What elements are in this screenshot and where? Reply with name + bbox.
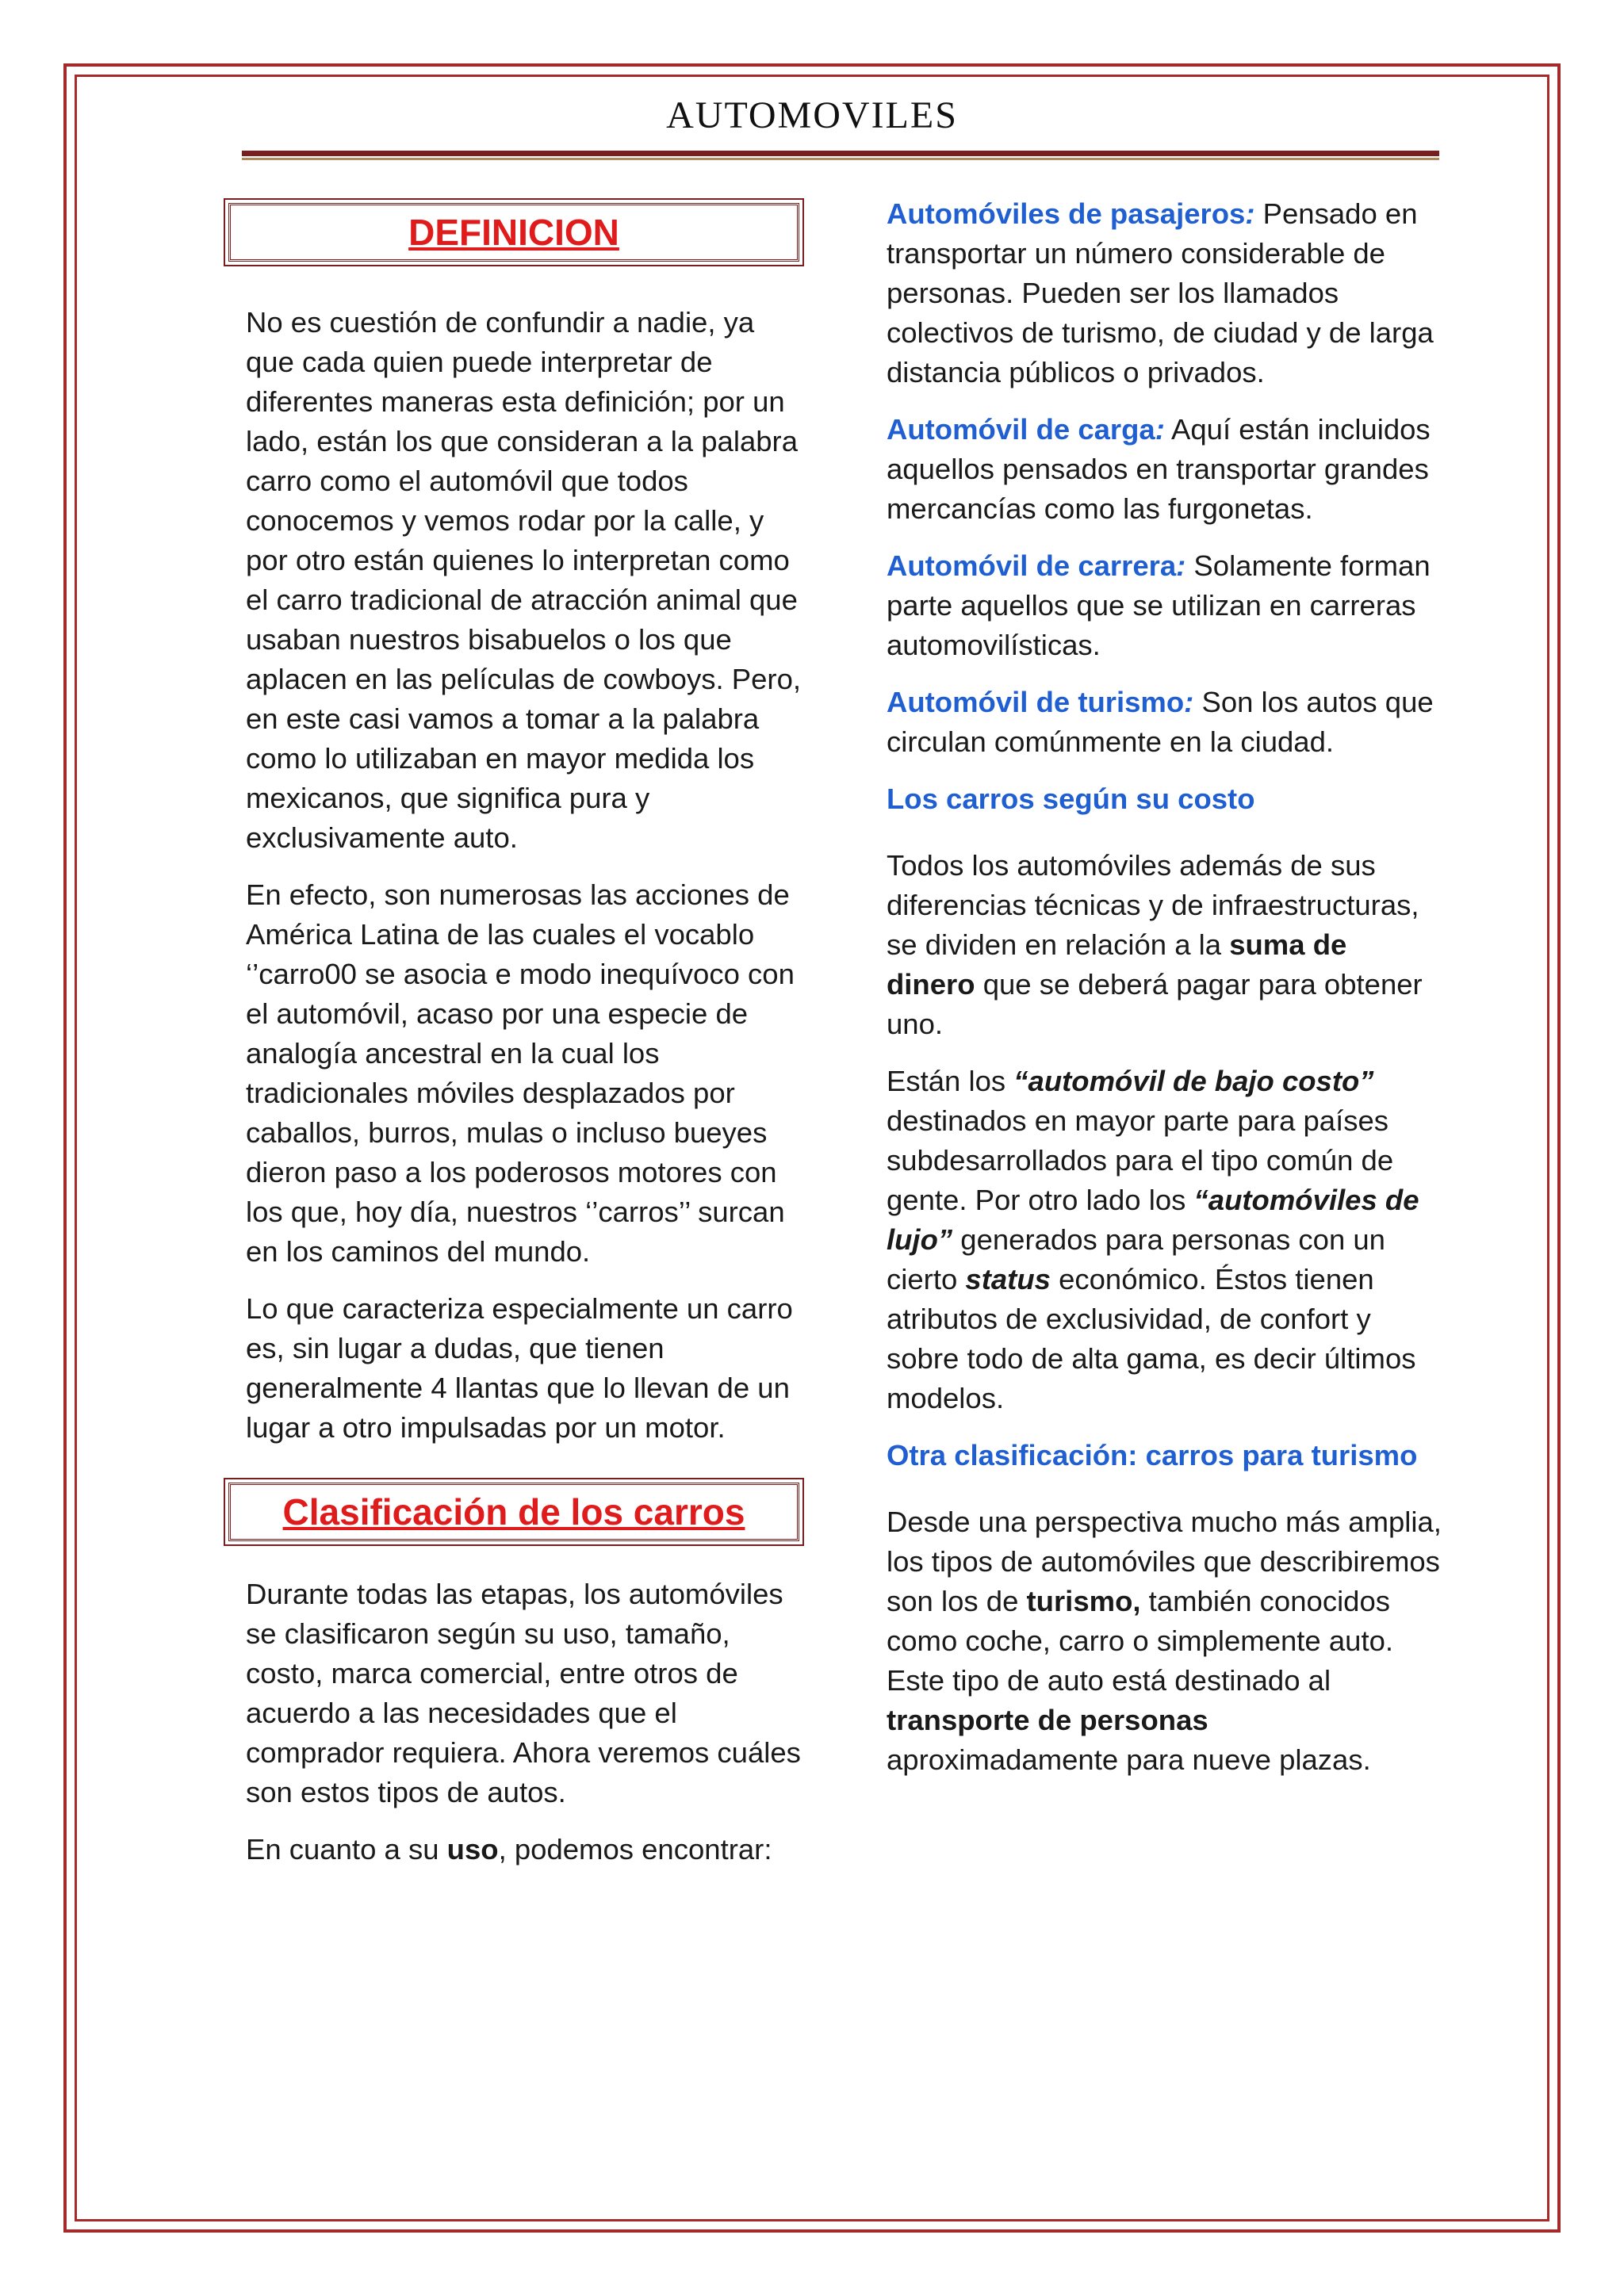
pasajeros-paragraph xyxy=(887,194,1442,392)
label-colon: : xyxy=(1176,549,1186,582)
page-title: AUTOMOVILES xyxy=(666,94,958,136)
bold-text: suma de dinero xyxy=(887,928,1347,1001)
text-run: económico. Éstos tienen atributos de exclusividad, de confort y sobre todo de alta gama, es decir últimos modelos. xyxy=(887,1263,1416,1414)
turismo-paragraph xyxy=(887,683,1442,762)
text-run: destinados en mayor parte para países subdesarrollados para el tipo común de gente. Por otro lado los xyxy=(887,1104,1394,1216)
turismo-label: Automóvil de turismo xyxy=(887,686,1185,718)
bold-text: uso xyxy=(446,1833,499,1866)
costo-paragraph-1 xyxy=(887,846,1442,1044)
text-run: Desde una perspectiva mucho más amplia, los tipos de automóviles que describiremos son los de xyxy=(887,1506,1442,1617)
text-run: , podemos encontrar: xyxy=(498,1833,772,1866)
carrera-text: Solamente forman parte aquellos que se utilizan en carreras automovilísticas. xyxy=(887,549,1431,661)
pasajeros-text: Pensado en transportar un número considerable de personas. Pueden ser los llamados colectivos de turismo, de ciudad y de larga distancia públicos o privados. xyxy=(887,197,1434,388)
bold-text: turismo, xyxy=(1026,1585,1141,1617)
left-column xyxy=(246,198,801,1869)
carrera-paragraph xyxy=(887,546,1442,665)
definicion-heading: DEFINICION xyxy=(228,203,799,262)
title-rule xyxy=(242,151,1439,156)
bold-italic-text: “automóvil de bajo costo” xyxy=(1013,1065,1374,1097)
definicion-paragraph-3: Lo que caracteriza especialmente un carro es, sin lugar a dudas, que tienen generalmente 4 llantas que lo llevan de un lugar a otro impulsadas por un motor. xyxy=(246,1292,793,1444)
text-run: Todos los automóviles además de sus diferencias técnicas y de infraestructuras, se dividen en relación a la xyxy=(887,849,1419,961)
bold-text: transporte de personas xyxy=(887,1704,1208,1736)
otra-clasificacion-heading: Otra clasificación: carros para turismo xyxy=(887,1439,1418,1471)
clasificacion-paragraph-2 xyxy=(246,1830,801,1869)
label-colon: : xyxy=(1184,686,1194,718)
text-run: Están los xyxy=(887,1065,1014,1097)
definicion-paragraph-1: No es cuestión de confundir a nadie, ya que cada quien puede interpretar de diferentes maneras esta definición; por un lado, están los que consideran a la palabra carro como el automóvil que todos conocemos y vemos rodar por la calle, y por otro están quienes lo interpretan como el carro tradicional de atracción animal que usaban nuestros bisabuelos o los que aplacen en las películas de cowboys. Pero, en este casi vamos a tomar a la palabra como lo utilizaban en mayor medida los mexicanos, que significa pura y exclusivamente auto. xyxy=(246,306,802,854)
text-run: que se deberá pagar para obtener uno. xyxy=(887,968,1423,1040)
clasificacion-heading: Clasificación de los carros xyxy=(228,1483,799,1541)
clasificacion-paragraph-1: Durante todas las etapas, los automóviles se clasificaron según su uso, tamaño, costo, marca comercial, entre otros de acuerdo a las necesidades que el comprador requiera. Ahora veremos cuáles son estos tipos de autos. xyxy=(246,1578,801,1808)
carga-label: Automóvil de carga xyxy=(887,413,1155,446)
turismo-text: Son los autos que circulan comúnmente en la ciudad. xyxy=(887,686,1434,758)
otra-clasificacion-paragraph xyxy=(887,1502,1442,1780)
text-run: generados para personas con un cierto xyxy=(887,1223,1385,1295)
carga-text: Aquí están incluidos aquellos pensados en transportar grandes mercancías como las furgonetas. xyxy=(887,413,1431,525)
pasajeros-label: Automóviles de pasajeros xyxy=(887,197,1246,230)
carrera-label: Automóvil de carrera xyxy=(887,549,1177,582)
costo-heading: Los carros según su costo xyxy=(887,783,1255,815)
carga-paragraph xyxy=(887,410,1442,529)
right-column xyxy=(887,194,1442,1780)
costo-paragraph-2 xyxy=(887,1062,1442,1418)
definicion-paragraph-2: En efecto, son numerosas las acciones de América Latina de las cuales el vocablo ‘’carro00 se asocia e modo inequívoco con el automóvil, acaso por una especie de analogía ancestral en la cual los tradicionales móviles desplazados por caballos, burros, mulas o incluso bueyes dieron paso a los poderosos motores con los que, hoy día, nuestros ‘’carros’’ surcan en los caminos del mundo. xyxy=(246,878,795,1268)
bold-italic-text: status xyxy=(965,1263,1051,1295)
bold-italic-text: “automóviles de lujo” xyxy=(887,1184,1419,1256)
text-run: En cuanto a su xyxy=(246,1833,447,1866)
label-colon: : xyxy=(1245,197,1255,230)
label-colon: : xyxy=(1155,413,1165,446)
text-run: aproximadamente para nueve plazas. xyxy=(887,1743,1371,1776)
text-run: también conocidos como coche, carro o simplemente auto. Este tipo de auto está destinado al xyxy=(887,1585,1394,1697)
title-rule-accent xyxy=(242,158,1439,160)
